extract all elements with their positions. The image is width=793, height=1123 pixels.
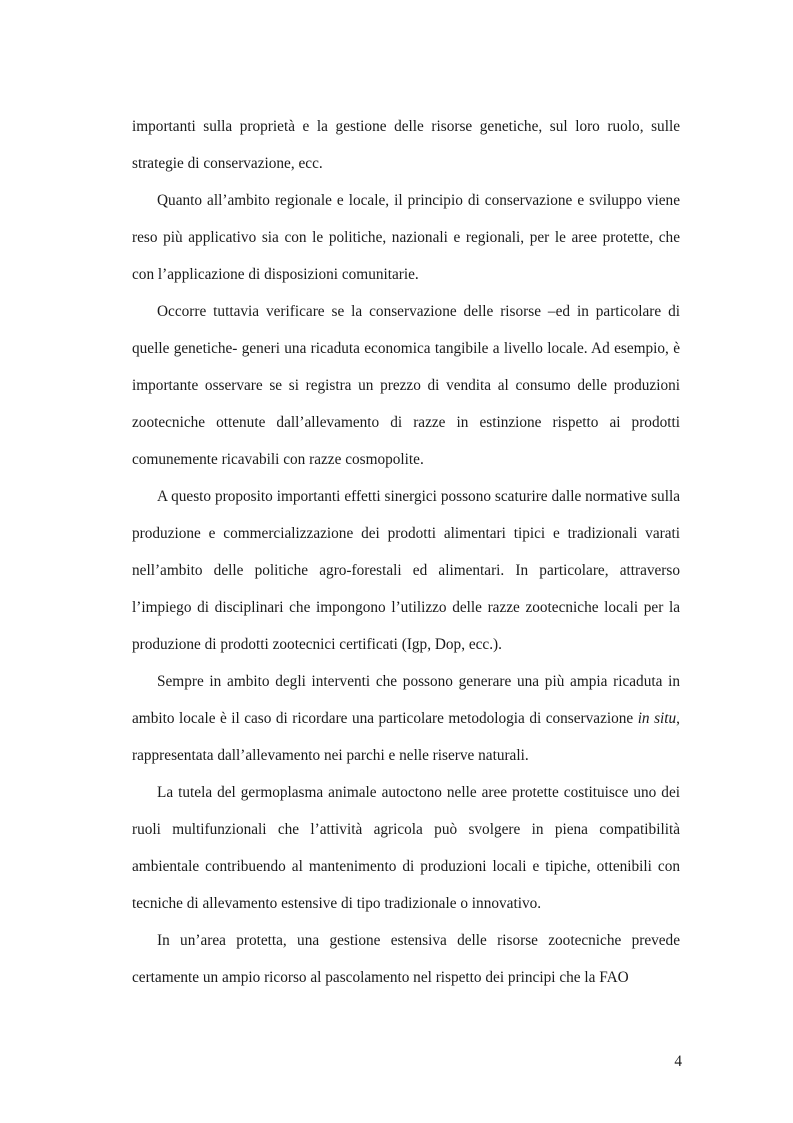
in-situ-emphasis: in situ <box>637 710 677 727</box>
paragraph-regional-scope: Quanto all’ambito regionale e locale, il principio di conservazione e sviluppo viene reso più applicativo sia con le politiche, nazionali e regionali, per le aree protette, che con l’applicazione di disposizioni comunitarie. <box>132 192 680 283</box>
paragraph-continuation: importanti sulla proprietà e la gestione delle risorse genetiche, sul loro ruolo, sulle strategie di conservazione, ecc. <box>132 118 680 172</box>
in-situ-text-before: Sempre in ambito degli interventi che possono generare una più ampia ricaduta in ambito locale è il caso di ricordare una particolare metodologia di conservazione <box>132 673 680 727</box>
paragraph-germplasm: La tutela del germoplasma animale autoctono nelle aree protette costituisce uno dei ruoli multifunzionali che l’attività agricola può svolgere in piena compatibilità ambientale contribuendo al mantenimento di produzioni locali e tipiche, ottenibili con tecniche di allevamento estensive di tipo tradizionale o innovativo. <box>132 784 680 912</box>
paragraph-synergies: A questo proposito importanti effetti sinergici possono scaturire dalle normative sulla produzione e commercializzazione dei prodotti alimentari tipici e tradizionali varati nell’ambito delle politiche agro-forestali ed alimentari. In particolare, attraverso l’impiego di disciplinari che impongono l’utilizzo delle razze zootecniche locali per la produzione di prodotti zootecnici certificati (Igp, Dop, ecc.). <box>132 488 680 653</box>
page-number: 4 <box>674 1053 682 1070</box>
paragraph-economic-impact: Occorre tuttavia verificare se la conservazione delle risorse –ed in particolare di quelle genetiche- generi una ricaduta economica tangibile a livello locale. Ad esempio, è importante osservare se si registra un prezzo di vendita al consumo delle produzioni zootecniche ottenute dall’allevamento di razze in estinzione rispetto ai prodotti comunemente ricavabili con razze cosmopolite. <box>132 303 680 468</box>
paragraph-in-situ <box>132 663 680 774</box>
body-text <box>132 108 680 996</box>
in-situ-text-after: , rappresentata dall’allevamento nei parchi e nelle riserve naturali. <box>132 710 680 764</box>
paragraph-protected-area: In un’area protetta, una gestione estensiva delle risorse zootecniche prevede certamente un ampio ricorso al pascolamento nel rispetto dei principi che la FAO <box>132 932 680 986</box>
